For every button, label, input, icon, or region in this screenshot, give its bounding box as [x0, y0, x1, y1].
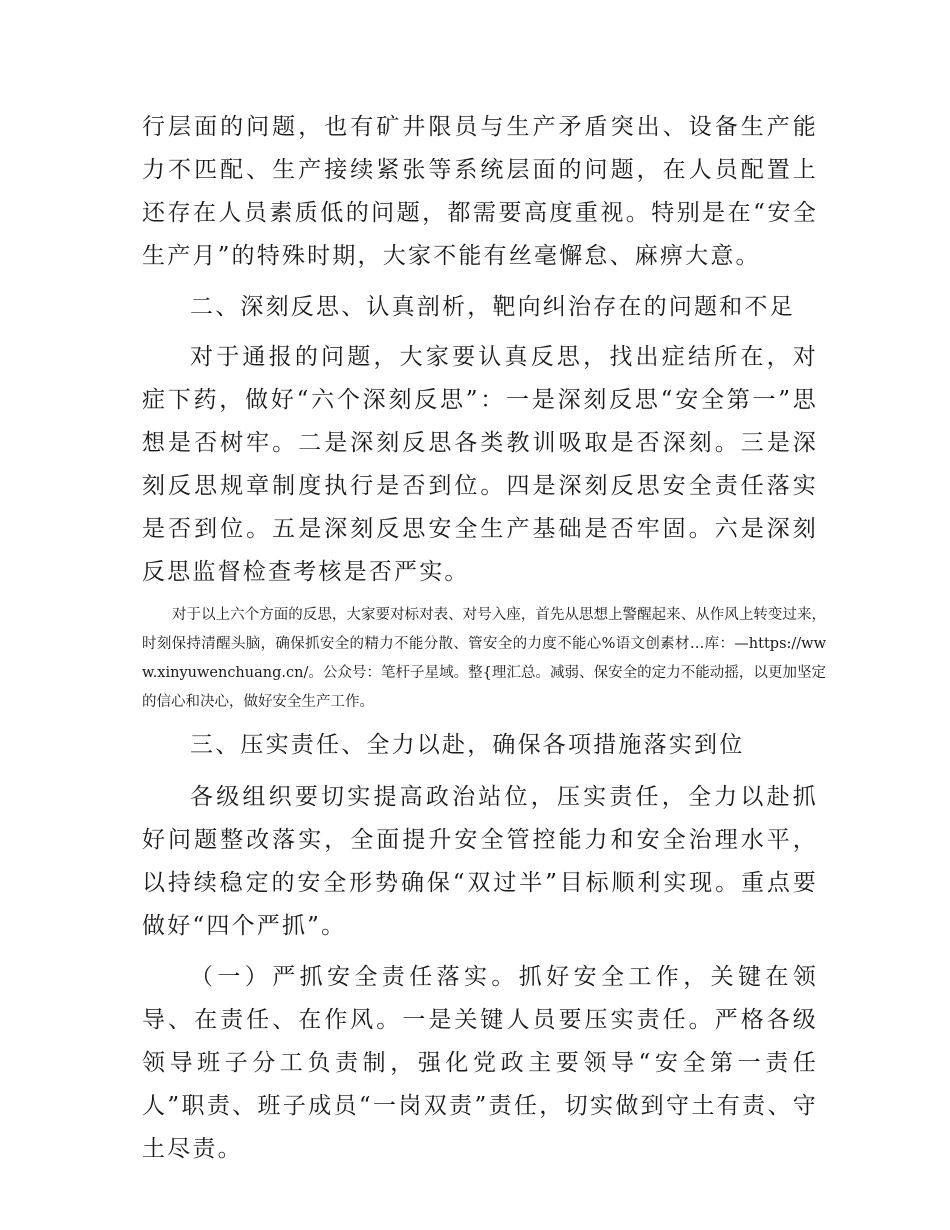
- paragraph-responsibilities: 各级组织要切实提高政治站位，压实责任，全力以赴抓好问题整改落实，全面提升安全管控能力和安全治理水平，以持续稳定的安全形势确保“双过半”目标顺利实现。重点要做好“四个严抓”。: [142, 784, 818, 939]
- paragraph-reflection-summary: 对于以上六个方面的反思，大家要对标对表、对号入座，首先从思想上警醒起来、从作风上转变过来，时刻保持清醒头脑，确保抓安全的精力不能分散、管安全的力度不能心%语文创素材…库：—https://www.xinyuwenchuang.cn/。公众号：笔杆子星域。整{理汇总。减弱、保安全的定力不能动摇，以更加坚定的信心和决心，做好安全生产工作。: [142, 607, 826, 710]
- section-heading-2: 二、深刻反思、认真剖析，靶向纠治存在的问题和不足: [190, 294, 795, 320]
- section-heading-3: 三、压实责任、全力以赴，确保各项措施落实到位: [190, 732, 745, 758]
- paragraph-six-reflections: 对于通报的问题，大家要认真反思，找出症结所在，对症下药，做好“六个深刻反思”：一是深刻反思“安全第一”思想是否树牢。二是深刻反思各类教训吸取是否深刻。三是深刻反思规章制度执行是否到位。四是深刻反思安全责任落实是否到位。五是深刻反思安全生产基础是否牢固。六是深刻反思监督检查考核是否严实。: [142, 344, 818, 585]
- paragraph-problems-continued: 行层面的问题，也有矿井限员与生产矛盾突出、设备生产能力不匹配、生产接续紧张等系统层面的问题，在人员配置上还存在人员素质低的问题，都需要高度重视。特别是在“安全生产月”的特殊时期，大家不能有丝毫懈怠、麻痹大意。: [142, 114, 818, 269]
- paragraph-safety-responsibility: （一）严抓安全责任落实。抓好安全工作，关键在领导、在责任、在作风。一是关键人员要压实责任。严格各级领导班子分工负责制，强化党政主要领导“安全第一责任人”职责、班子成员“一岗双责”责任，切实做到守土有责、守土尽责。: [142, 964, 818, 1162]
